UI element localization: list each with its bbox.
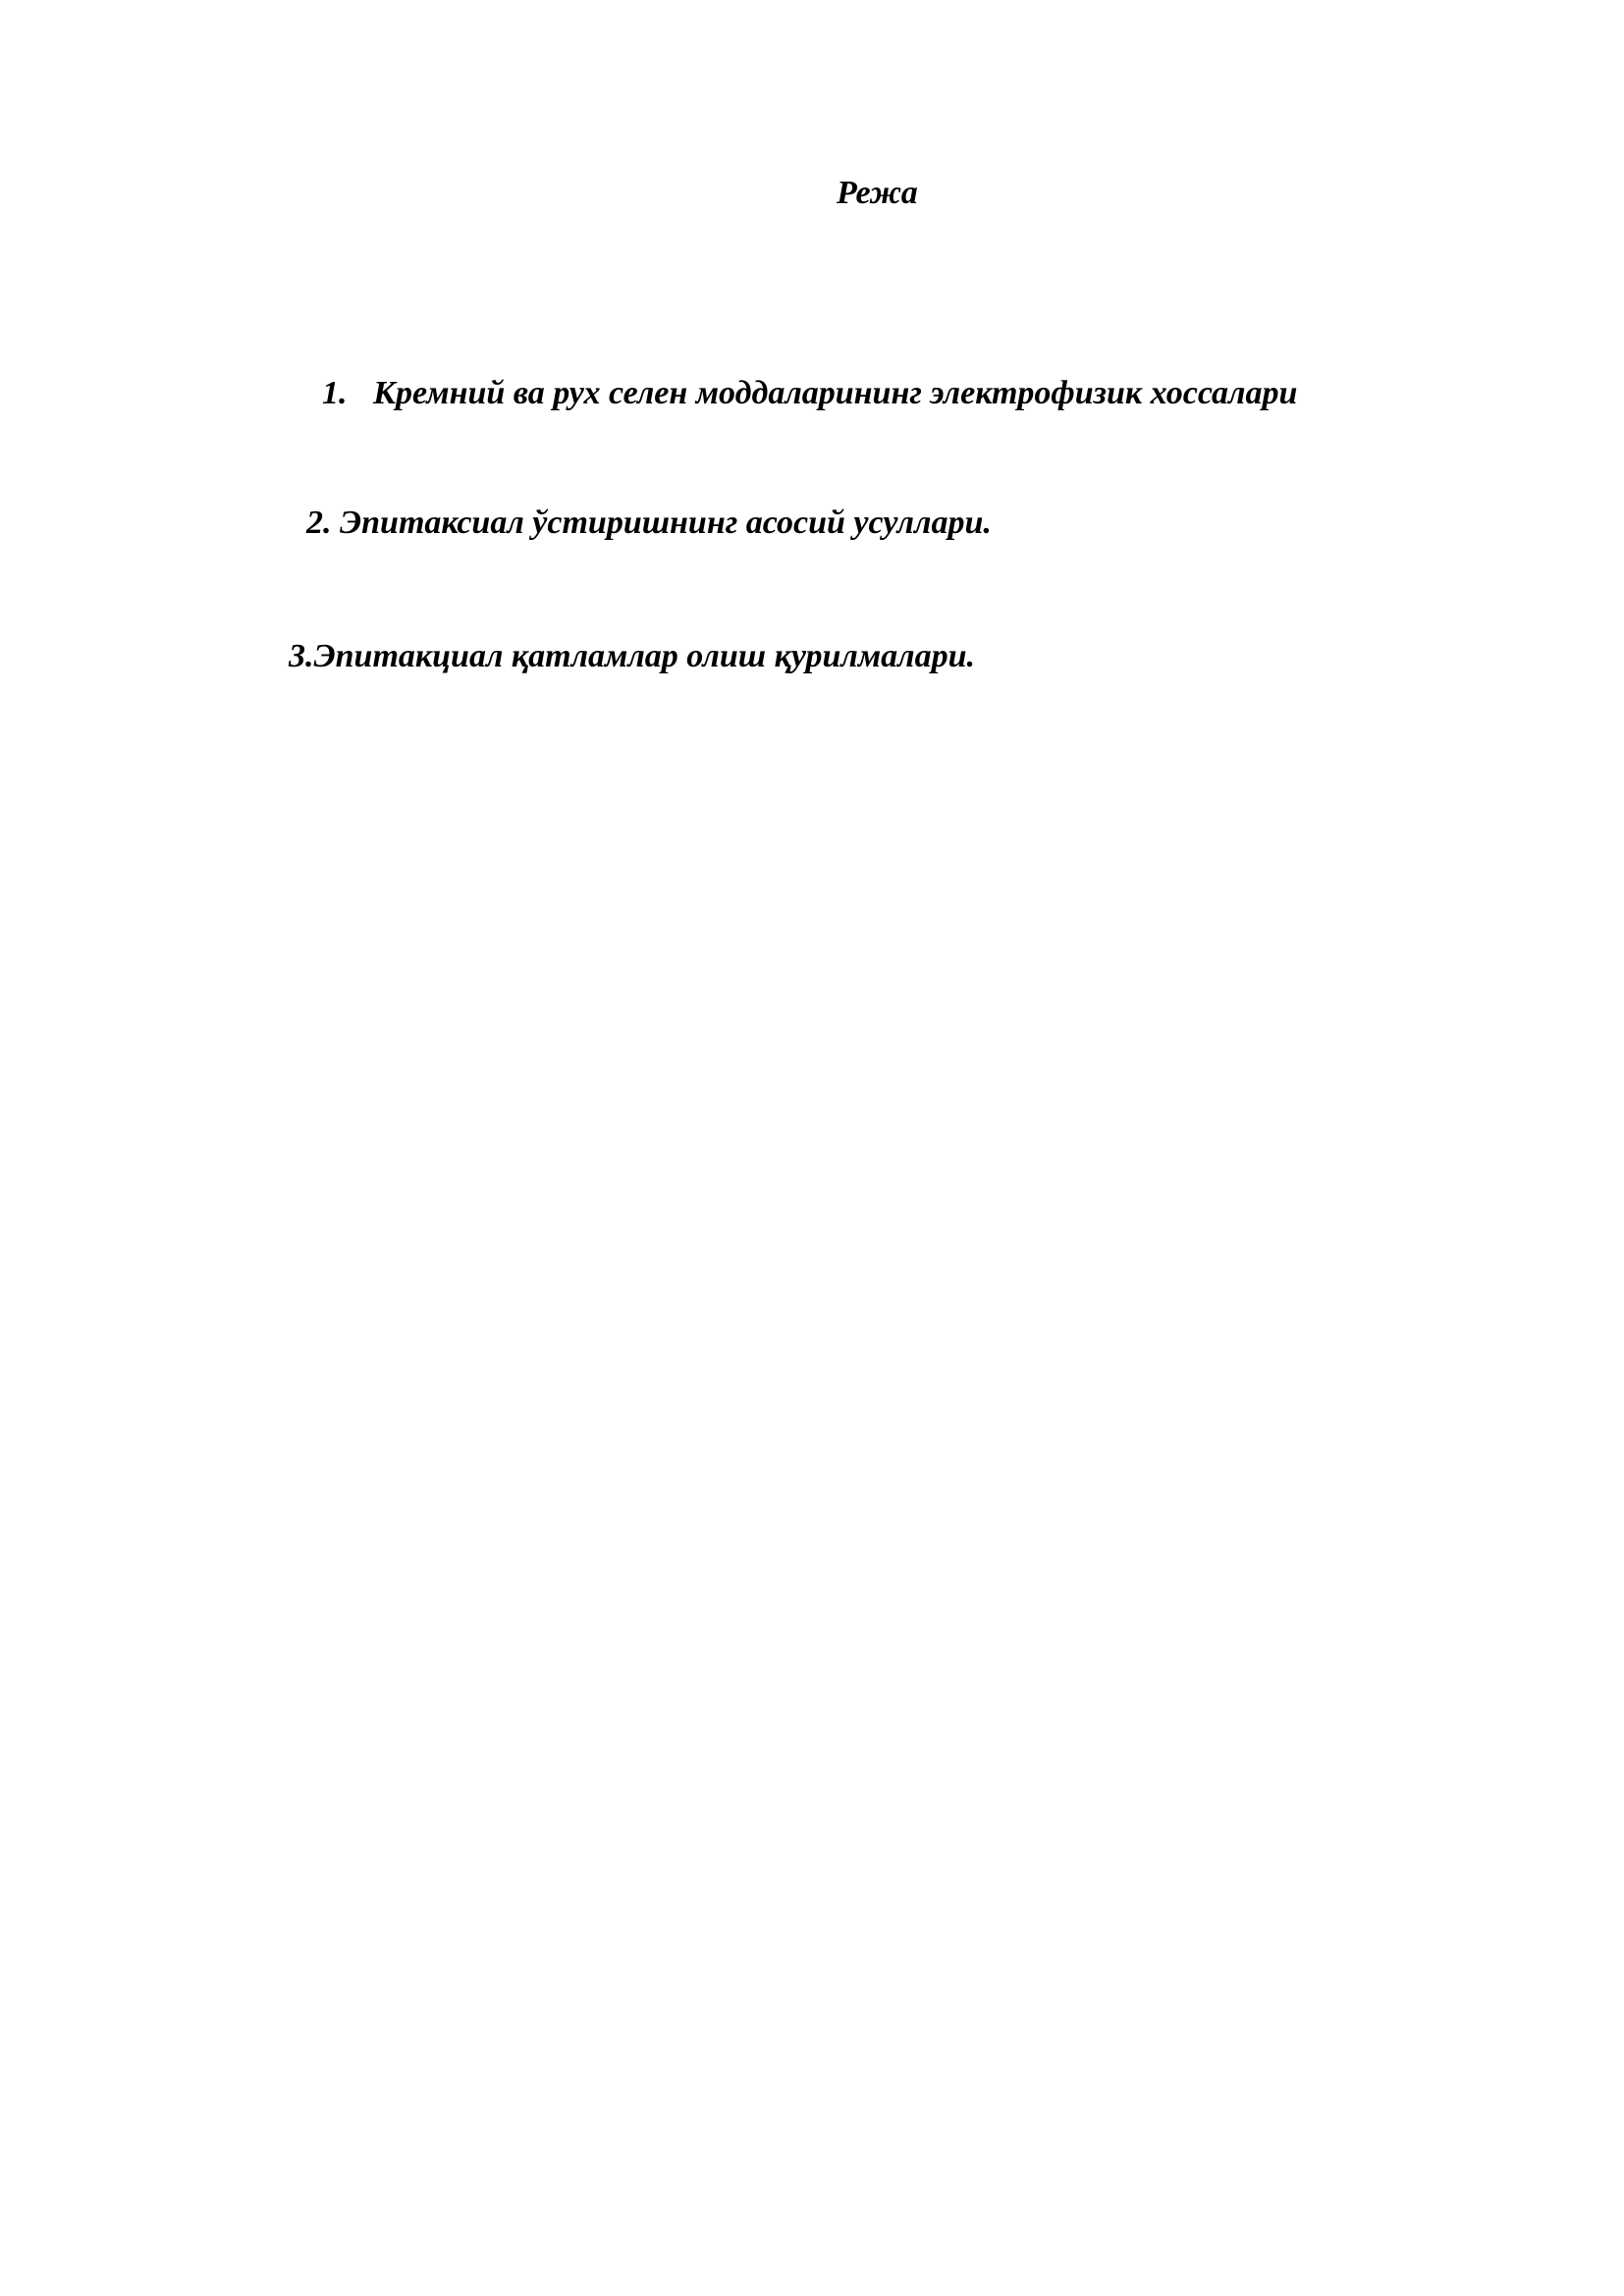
plan-item-text: Эпитаксиал ўстиришнинг асосий усуллари. bbox=[331, 505, 992, 541]
plan-item-number: 1. bbox=[322, 375, 348, 411]
plan-item-number: 2. bbox=[306, 505, 332, 541]
plan-item-text: Эпитакциал қатламлар олиш қурилмалари. bbox=[313, 638, 975, 674]
plan-item-2 bbox=[306, 507, 992, 540]
plan-item-1 bbox=[322, 377, 1297, 410]
plan-item-number: 3. bbox=[289, 638, 314, 674]
plan-item-3 bbox=[289, 640, 975, 673]
page-title: Режа bbox=[837, 175, 918, 211]
plan-item-text: Кремний ва рух селен моддаларининг электрофизик хоссалари bbox=[373, 375, 1298, 411]
